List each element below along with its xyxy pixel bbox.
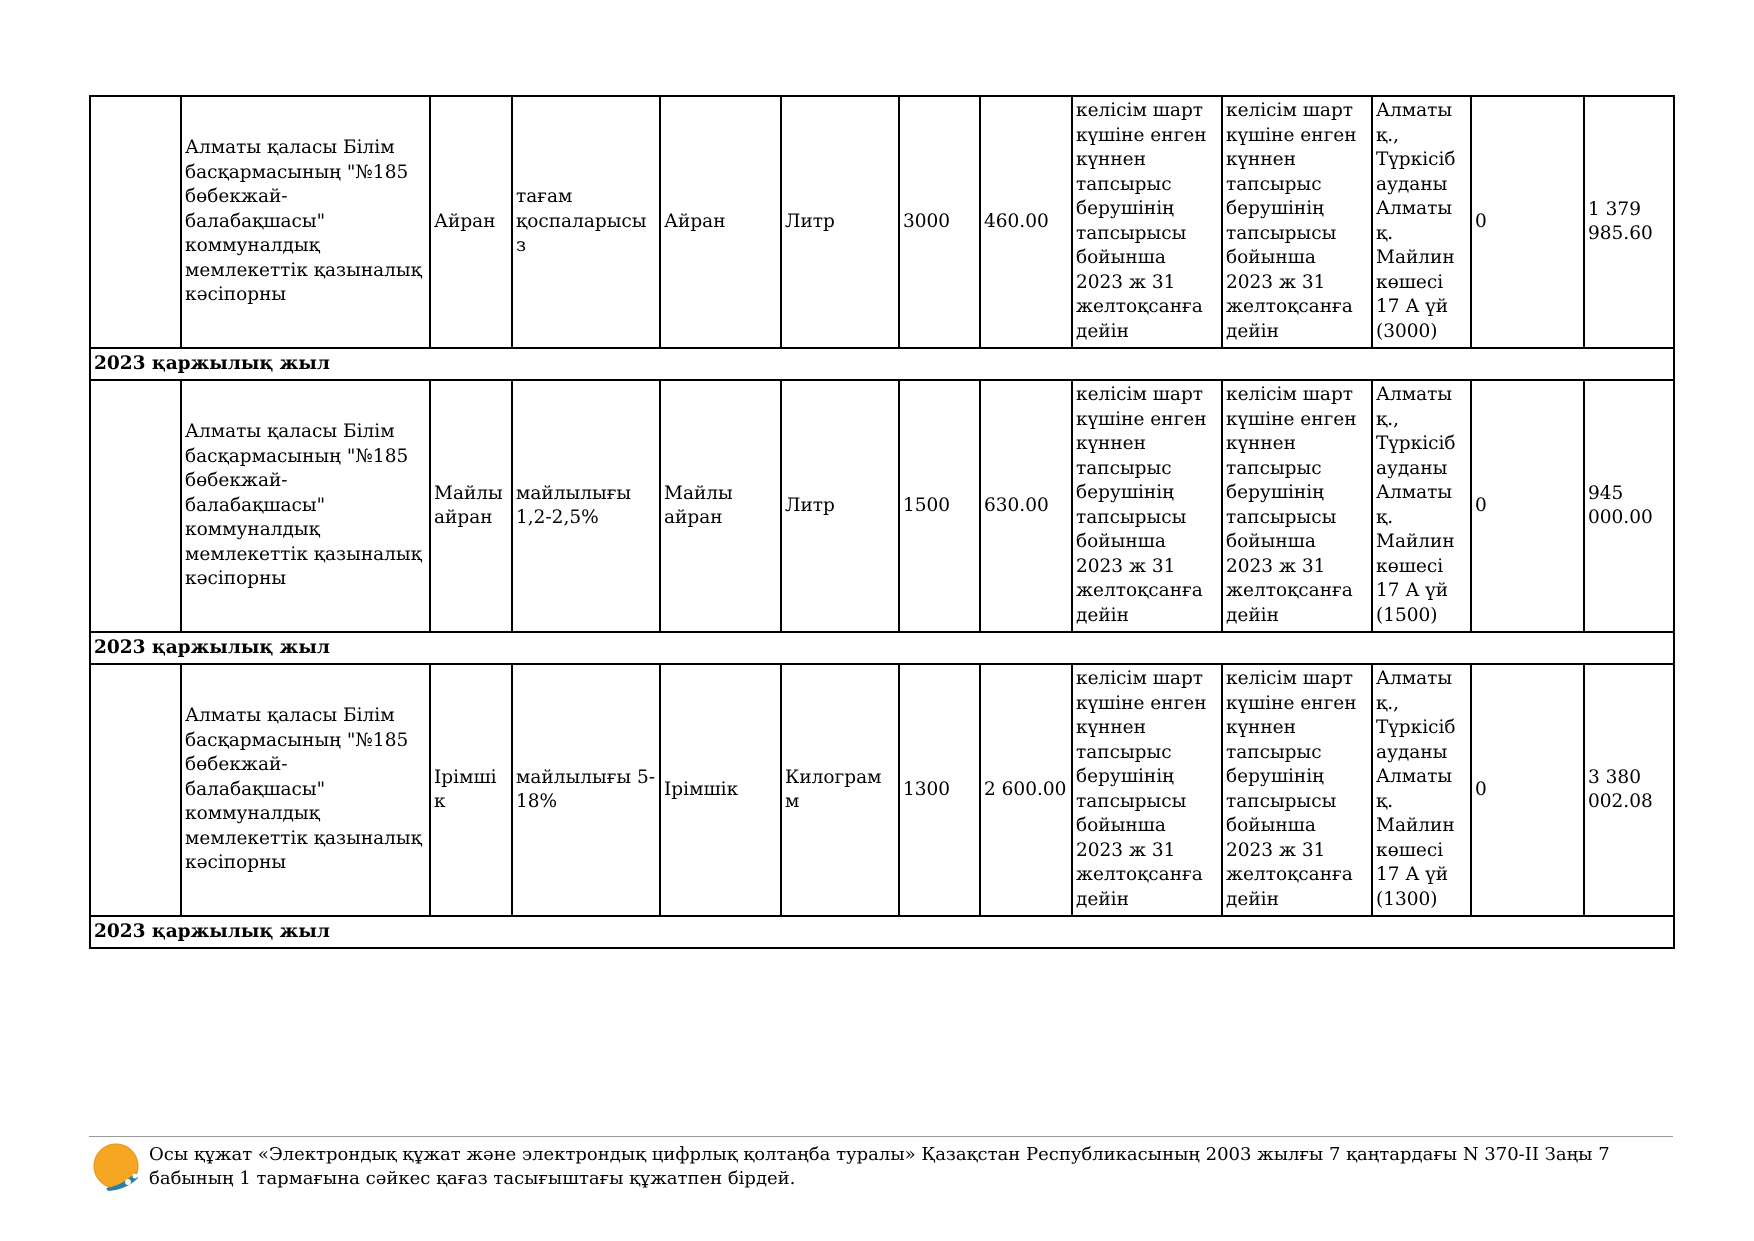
quantity-cell: 1500	[899, 380, 980, 632]
fiscal-year-label: 2023 қаржылық жыл	[90, 632, 1674, 664]
delivery-term-cell-2: келісім шарт күшіне енген күннен тапсырыс берушінің тапсырысы бойынша 2023 ж 31 желтоқсанға дейін	[1222, 380, 1372, 632]
characteristic-cell: майлылығы 1,2-2,5%	[512, 380, 660, 632]
legal-note: Осы құжат «Электрондық құжат және электрондық цифрлық қолтаңба туралы» Қазақстан Республикасының 2003 жылғы 7 қаңтардағы N 370-II Заңы 7 бабының 1 тармағына сәйкес қағаз тасығыштағы құжатпен бірдей.	[149, 1144, 1610, 1189]
delivery-term-cell-2: келісім шарт күшіне енген күннен тапсырыс берушінің тапсырысы бойынша 2023 ж 31 желтоқсанға дейін	[1222, 664, 1372, 916]
unit-cell: Литр	[781, 96, 899, 348]
fiscal-year-label: 2023 қаржылық жыл	[90, 348, 1674, 380]
item-name-cell: Айран	[430, 96, 512, 348]
delivery-term-cell: келісім шарт күшіне енген күннен тапсырыс берушінің тапсырысы бойынша 2023 ж 31 желтоқсанға дейін	[1072, 664, 1222, 916]
quantity-cell: 3000	[899, 96, 980, 348]
advance-cell: 0	[1471, 664, 1584, 916]
item-name-cell: Майлы айран	[430, 380, 512, 632]
document-footer	[89, 1136, 1673, 1189]
unit-cell: Килограмм	[781, 664, 899, 916]
delivery-term-cell: келісім шарт күшіне енген күннен тапсырыс берушінің тапсырысы бойынша 2023 ж 31 желтоқсанға дейін	[1072, 96, 1222, 348]
fiscal-year-row	[90, 916, 1674, 948]
delivery-place-cell: Алматы қ., Түркісіб ауданы Алматы қ. Майлин көшесі 17 А үй (1300)	[1372, 664, 1471, 916]
egov-seal-icon	[92, 1142, 142, 1192]
characteristic-cell: майлылығы 5-18%	[512, 664, 660, 916]
advance-cell: 0	[1471, 380, 1584, 632]
unit-cell: Литр	[781, 380, 899, 632]
customer-cell: Алматы қаласы Білім басқармасының "№185 бөбекжай-балабақшасы" коммуналдық мемлекеттік қазыналық кәсіпорны	[181, 96, 430, 348]
fiscal-year-row	[90, 632, 1674, 664]
extra-characteristic-cell: Ірімшік	[660, 664, 781, 916]
price-cell: 630.00	[980, 380, 1072, 632]
item-name-cell: Ірімшік	[430, 664, 512, 916]
price-cell: 460.00	[980, 96, 1072, 348]
quantity-cell: 1300	[899, 664, 980, 916]
characteristic-cell: тағам қоспаларысыз	[512, 96, 660, 348]
table-row	[90, 380, 1674, 632]
table-row	[90, 96, 1674, 348]
delivery-term-cell: келісім шарт күшіне енген күннен тапсырыс берушінің тапсырысы бойынша 2023 ж 31 желтоқсанға дейін	[1072, 380, 1222, 632]
row-number-cell	[90, 380, 181, 632]
price-cell: 2 600.00	[980, 664, 1072, 916]
delivery-place-cell: Алматы қ., Түркісіб ауданы Алматы қ. Майлин көшесі 17 А үй (1500)	[1372, 380, 1471, 632]
delivery-term-cell-2: келісім шарт күшіне енген күннен тапсырыс берушінің тапсырысы бойынша 2023 ж 31 желтоқсанға дейін	[1222, 96, 1372, 348]
sum-cell: 3 380 002.08	[1584, 664, 1674, 916]
table-row	[90, 664, 1674, 916]
advance-cell: 0	[1471, 96, 1584, 348]
extra-characteristic-cell: Айран	[660, 96, 781, 348]
sum-cell: 1 379 985.60	[1584, 96, 1674, 348]
customer-cell: Алматы қаласы Білім басқармасының "№185 бөбекжай-балабақшасы" коммуналдық мемлекеттік қазыналық кәсіпорны	[181, 664, 430, 916]
row-number-cell	[90, 664, 181, 916]
delivery-place-cell: Алматы қ., Түркісіб ауданы Алматы қ. Майлин көшесі 17 А үй (3000)	[1372, 96, 1471, 348]
fiscal-year-label: 2023 қаржылық жыл	[90, 916, 1674, 948]
extra-characteristic-cell: Майлы айран	[660, 380, 781, 632]
fiscal-year-row	[90, 348, 1674, 380]
sum-cell: 945 000.00	[1584, 380, 1674, 632]
procurement-plan-table	[89, 95, 1675, 949]
row-number-cell	[90, 96, 181, 348]
customer-cell: Алматы қаласы Білім басқармасының "№185 бөбекжай-балабақшасы" коммуналдық мемлекеттік қазыналық кәсіпорны	[181, 380, 430, 632]
